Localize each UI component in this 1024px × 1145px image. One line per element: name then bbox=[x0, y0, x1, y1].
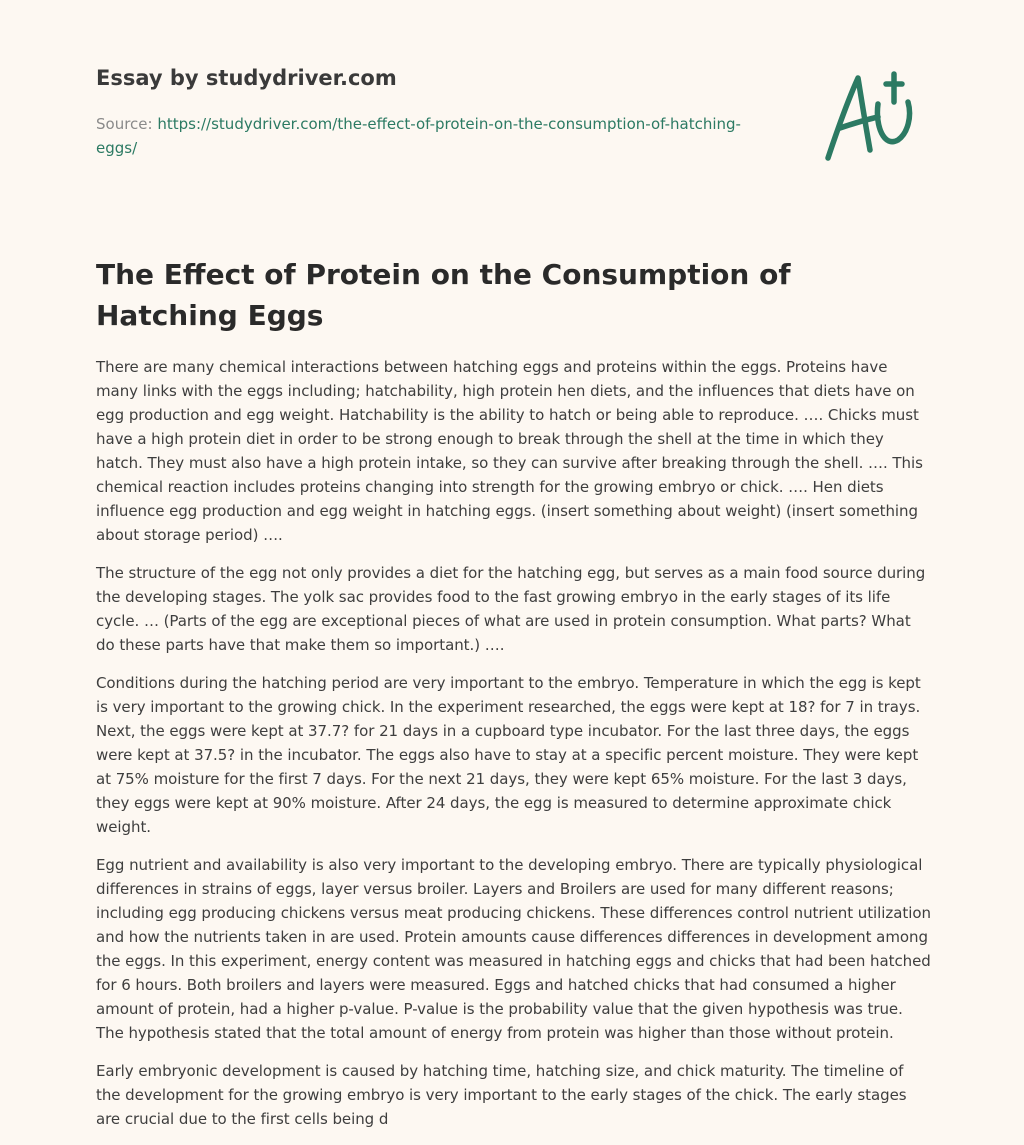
paragraph: Conditions during the hatching period are very important to the embryo. Temperature in which the egg is kept is very important to the growing chick. In the experiment researched, the eggs were kept at 18? for 7 in trays. Next, the eggs were kept at 37.7? for 21 days in a cupboard type incubator. For the last three days, the eggs were kept at 37.5? in the incubator. The eggs also have to stay at a specific percent moisture. They were kept at 75% moisture for the first 7 days. For the next 21 days, they were kept 65% moisture. For the last 3 days, they eggs were kept at 90% moisture. After 24 days, the egg is measured to determine approximate chick weight. bbox=[96, 674, 921, 836]
source-line bbox=[96, 112, 776, 160]
source-link[interactable]: https://studydriver.com/the-effect-of-protein-on-the-consumption-of-hatching-eggs/ bbox=[96, 115, 741, 157]
header bbox=[96, 64, 776, 160]
paragraph: Egg nutrient and availability is also very important to the developing embryo. There are typically physiological differences in strains of eggs, layer versus broiler. Layers and Broilers are used for many different reasons; including egg producing chickens versus meat producing chickens. These differences control nutrient utilization and how the nutrients taken in are used. Protein amounts cause differences differences in development among the eggs. In this experiment, energy content was measured in hatching eggs and chicks that had been hatched for 6 hours. Both broilers and layers were measured. Eggs and hatched chicks that had consumed a higher amount of protein, had a higher p-value. P-value is the probability value that the given hypothesis was true. The hypothesis stated that the total amount of energy from protein was higher than those without protein. bbox=[96, 856, 931, 1042]
paragraph: Early embryonic development is caused by hatching time, hatching size, and chick maturity. The timeline of the development for the growing embryo is very important to the early stages of the chick. The early stages are crucial due to the first cells being d bbox=[96, 1062, 907, 1128]
paragraph: There are many chemical interactions between hatching eggs and proteins within the eggs. Proteins have many links with the eggs including; hatchability, high protein hen diets, and the influences that diets have on egg production and egg weight. Hatchability is the ability to hatch or being able to reproduce. …. Chicks must have a high protein diet in order to be strong enough to break through the shell at the time in which they hatch. They must also have a high protein intake, so they can survive after breaking through the shell. …. This chemical reaction includes proteins changing into strength for the growing embryo or chick. …. Hen diets influence egg production and egg weight in hatching eggs. (insert something about weight) (insert something about storage period) …. bbox=[96, 358, 923, 544]
article-body bbox=[96, 355, 932, 1145]
paragraph: The structure of the egg not only provides a diet for the hatching egg, but serves as a main food source during the developing stages. The yolk sac provides food to the fast growing embryo in the early stages of its life cycle. … (Parts of the egg are exceptional pieces of what are used in protein consumption. What parts? What do these parts have that make them so important.) …. bbox=[96, 564, 926, 654]
site-brand: Essay by studydriver.com bbox=[96, 66, 397, 90]
a-plus-logo-icon bbox=[820, 66, 930, 166]
source-label: Source: bbox=[96, 115, 158, 133]
article-title: The Effect of Protein on the Consumption of Hatching Eggs bbox=[96, 258, 791, 332]
